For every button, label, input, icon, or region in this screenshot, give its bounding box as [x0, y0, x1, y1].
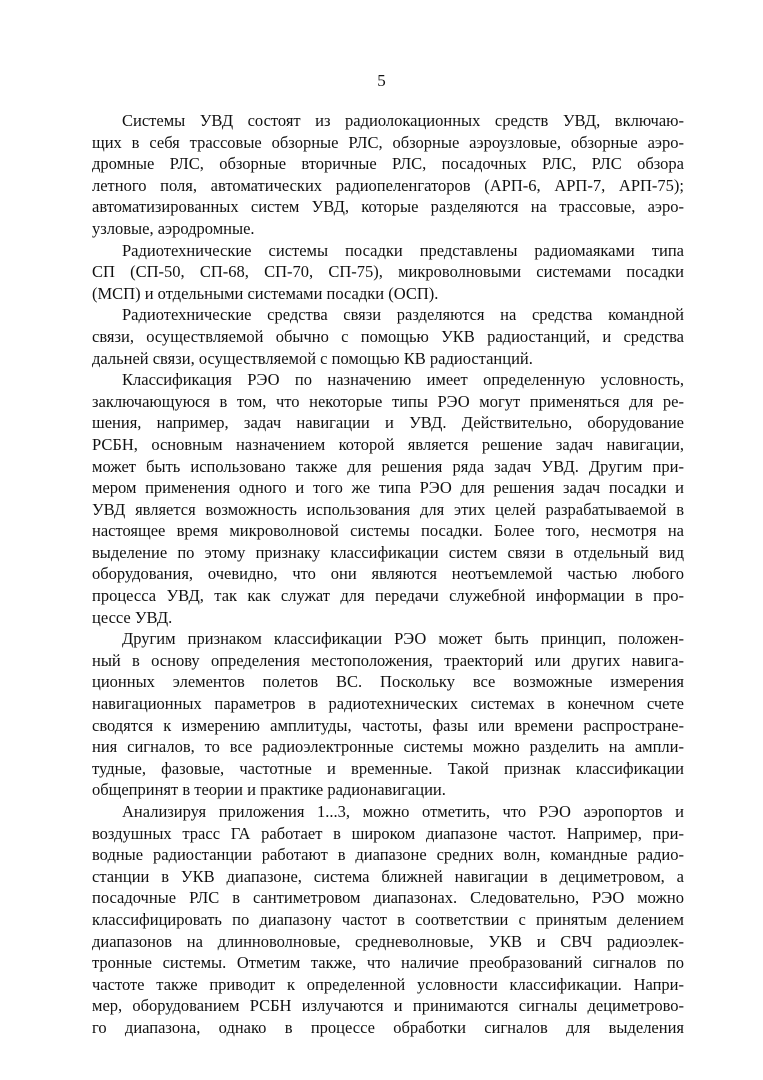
paragraph — [92, 240, 684, 305]
paragraph — [92, 628, 684, 801]
text-line: ния сигналов, то все радиоэлектронные системы можно разделить на ампли- — [92, 737, 684, 757]
text-line: дальней связи, осуществляемой с помощью КВ радиостанций. — [92, 348, 533, 368]
text-line: водные радиостанции работают в диапазоне средних волн, командные радио- — [92, 845, 684, 865]
text-line: выделение по этому признаку классификации систем связи в отдельный вид — [92, 542, 684, 562]
text-line: посадочные РЛС в сантиметровом диапазонах. Следовательно, РЭО можно — [92, 888, 684, 908]
text-line: УВД является возможность использования для этих целей разрабатываемой в — [92, 499, 684, 519]
text-line: дромные РЛС, обзорные вторичные РЛС, посадочных РЛС, РЛС обзора — [92, 154, 684, 174]
text-line: заключающуюся в том, что некоторые типы РЭО могут применяться для ре- — [92, 391, 684, 411]
text-line: ционных элементов полетов ВС. Поскольку все возможные измерения — [92, 672, 684, 692]
text-line: может быть использовано также для решения ряда задач УВД. Другим при- — [92, 456, 684, 476]
text-line: тронные системы. Отметим также, что наличие преобразований сигналов по — [92, 953, 684, 973]
paragraph — [92, 304, 684, 369]
text-line: го диапазона, однако в процессе обработки сигналов для выделения — [92, 1017, 684, 1037]
text-line: мер, оборудованием РСБН излучаются и принимаются сигналы дециметрово- — [92, 996, 684, 1016]
text-line: Радиотехнические средства связи разделяются на средства командной — [122, 305, 684, 325]
text-line: узловые, аэродромные. — [92, 218, 255, 238]
text-line: навигационных параметров в радиотехнических системах в конечном счете — [92, 694, 684, 714]
text-line: общепринят в теории и практике радионавигации. — [92, 780, 446, 800]
text-line: Другим признаком классификации РЭО может быть принцип, положен- — [122, 629, 684, 649]
text-line: классифицировать по диапазону частот в соответствии с принятым делением — [92, 909, 684, 929]
text-line: мером применения одного и того же типа РЭО для решения задач посадки и — [92, 478, 684, 498]
text-line: воздушных трасс ГА работает в широком диапазоне частот. Например, при- — [92, 823, 684, 843]
paragraph — [92, 801, 684, 1039]
text-body — [92, 110, 684, 1039]
text-line: ный в основу определения местоположения, траекторий или других навига- — [92, 650, 684, 670]
text-line: настоящее время микроволновой системы посадки. Более того, несмотря на — [92, 521, 684, 541]
text-line: Анализируя приложения 1...3, можно отметить, что РЭО аэропортов и — [122, 802, 684, 821]
paragraph — [92, 110, 684, 240]
text-line: тудные, фазовые, частотные и временные. Такой признак классификации — [92, 758, 684, 778]
text-line: щих в себя трассовые обзорные РЛС, обзорные аэроузловые, обзорные аэро- — [92, 132, 684, 152]
text-line: оборудования, очевидно, что они являются неотъемлемой частью любого — [92, 564, 684, 584]
text-line: РСБН, основным назначением которой является решение задач навигации, — [92, 434, 684, 454]
text-line: автоматизированных систем УВД, которые разделяются на трассовые, аэро- — [92, 197, 684, 217]
text-line: Системы УВД состоят из радиолокационных средств УВД, включаю- — [122, 111, 684, 130]
text-line: диапазонов на длинноволновые, средневолновые, УКВ и СВЧ радиоэлек- — [92, 931, 684, 951]
text-line: Радиотехнические системы посадки представлены радиомаяками типа — [122, 240, 684, 260]
text-line: станции в УКВ диапазоне, система ближней навигации в дециметровом, а — [92, 866, 684, 886]
text-line: частоте также приводит к определенной условности классификации. Напри- — [92, 974, 684, 994]
text-line: процесса УВД, так как служат для передачи служебной информации в про- — [92, 586, 684, 606]
text-line: шения, например, задач навигации и УВД. Действительно, оборудование — [92, 413, 684, 433]
paragraph — [92, 369, 684, 628]
text-line: Классификация РЭО по назначению имеет определенную условность, — [122, 370, 684, 390]
text-line: связи, осуществляемой обычно с помощью УКВ радиостанций, и средства — [92, 326, 684, 346]
page-number: 5 — [377, 71, 386, 90]
text-line: (МСП) и отдельными системами посадки (ОСП). — [92, 283, 439, 303]
text-line: сводятся к измерению амплитуды, частоты, фазы или времени распростране- — [92, 715, 684, 735]
text-line: летного поля, автоматических радиопеленгаторов (АРП-6, АРП-7, АРП-75); — [92, 175, 684, 195]
text-line: цессе УВД. — [92, 607, 173, 627]
text-line: СП (СП-50, СП-68, СП-70, СП-75), микроволновыми системами посадки — [92, 262, 684, 282]
